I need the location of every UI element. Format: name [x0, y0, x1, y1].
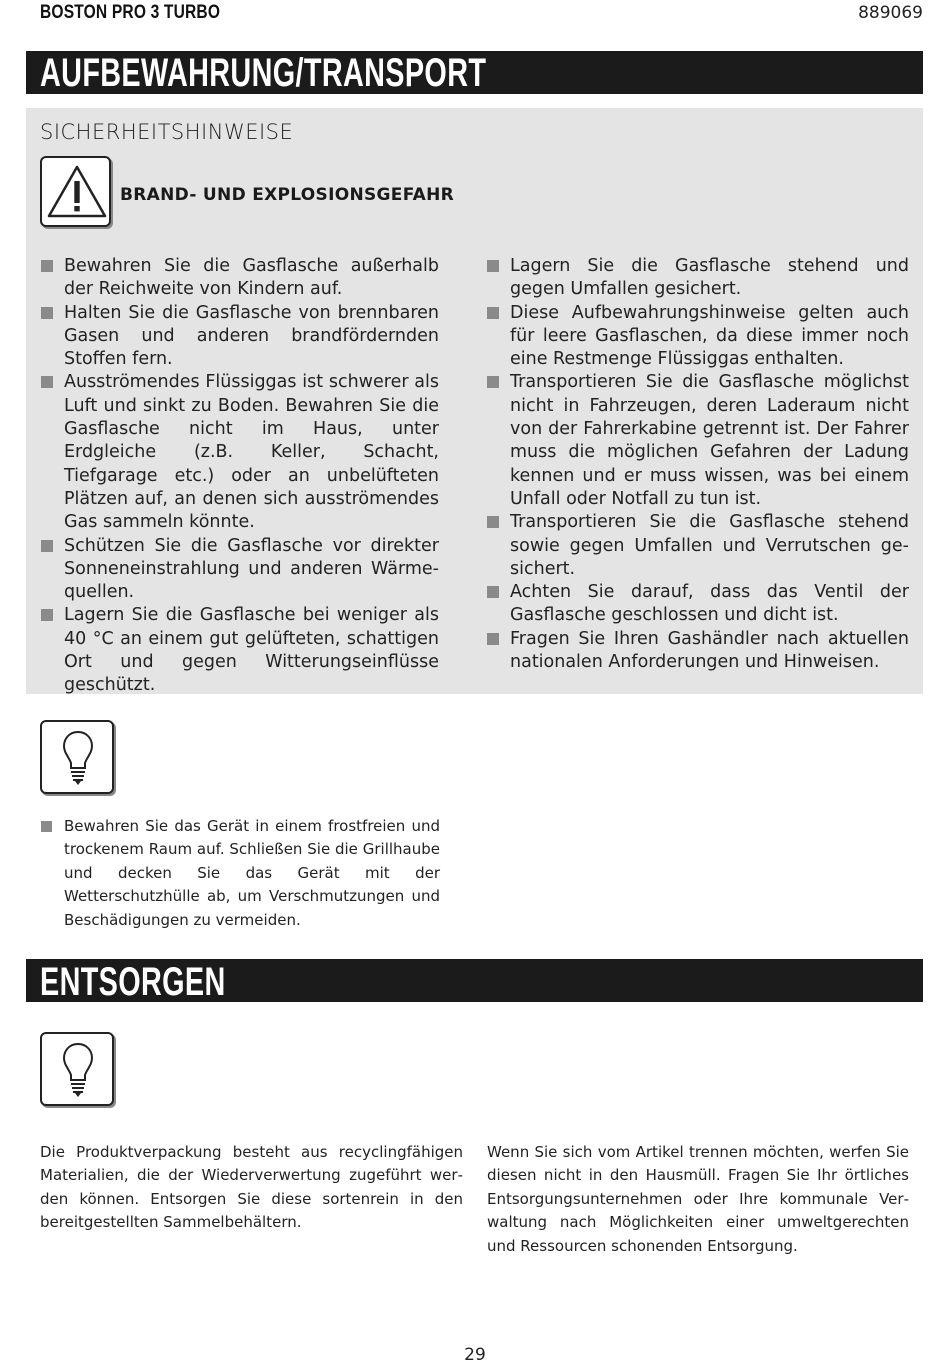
safety-list-right [486, 255, 909, 674]
warning-triangle-icon [40, 156, 111, 227]
list-item: Transportieren Sie die Gasflasche möglichst nicht in Fahrzeugen, deren Laderaum nicht von der Fahrerkabine getrennt ist. Der Fahrer muss die möglichen Gefahren der Ladung kennen und er muss wissen, was bei einem Unfall oder Notfall zu tun ist. [486, 371, 909, 511]
safety-title: SICHERHEITSHINWEISE [40, 120, 294, 144]
header-model: BOSTON PRO 3 TURBO [40, 2, 221, 23]
disposal-text-left: Die Produktverpackung besteht aus recyclingfähigen Materialien, die der Wiederverwertung zugeführt werden können. Entsorgen Sie diese sortenrein in den bereitgestellten Sammelbehältern. [40, 1143, 463, 1232]
storage-tip [40, 815, 440, 932]
list-item: Transportieren Sie die Gasflasche stehend sowie gegen Umfallen und Verrutschen gesichert. [486, 511, 909, 581]
list-item: Bewahren Sie das Gerät in einem frostfreien und trockenem Raum auf. Schließen Sie die Grillhaube und decken Sie das Gerät mit der Wetterschutzhülle ab, um Verschmutzungen und Beschädigungen zu vermeiden. [40, 815, 440, 932]
section-banner-disposal [26, 959, 923, 1002]
safety-list-left [40, 255, 439, 698]
safety-panel [26, 108, 923, 694]
list-item: Halten Sie die Gasflasche von brennbaren Gasen und anderen brandfördernden Stoffen fern. [40, 302, 439, 372]
list-item: Diese Aufbewahrungshinweise gelten auch für leere Gasflaschen, da diese immer noch eine Restmenge Flüssiggas enthalten. [486, 302, 909, 372]
header-article-number: 889069 [858, 3, 923, 23]
section-title-storage: AUFBEWAHRUNG/TRANSPORT [40, 51, 487, 95]
list-item: Achten Sie darauf, dass das Ventil der Gasflasche geschlossen und dicht ist. [486, 581, 909, 628]
section-title-disposal: ENTSORGEN [40, 960, 226, 1004]
page-number: 29 [464, 1345, 486, 1364]
list-item: Ausströmendes Flüssiggas ist schwerer als Luft und sinkt zu Boden. Bewahren Sie die Gasflasche nicht im Haus, unter Erdgleiche (z.B. Keller, Schacht, Tiefgarage etc.) oder an unbelüfteten Plätzen auf, an denen sich ausströmendes Gas sammeln könnte. [40, 371, 439, 534]
list-item: Schützen Sie die Gasflasche vor direkter Sonneneinstrahlung und anderen Wärmequellen. [40, 535, 439, 605]
list-item: Bewahren Sie die Gasflasche außerhalb der Reichweite von Kindern auf. [40, 255, 439, 302]
list-item: Lagern Sie die Gasflasche bei weniger als 40 °C an einem gut gelüfteten, schattigen Ort und gegen Witterungseinflüsse geschützt. [40, 604, 439, 697]
section-banner-storage [26, 51, 923, 94]
lightbulb-icon [40, 720, 114, 794]
warning-label: BRAND- UND EXPLOSIONSGEFAHR [120, 185, 455, 205]
lightbulb-icon [40, 1032, 114, 1106]
list-item: Lagern Sie die Gasflasche stehend und gegen Umfallen gesichert. [486, 255, 909, 302]
disposal-text-right: Wenn Sie sich vom Artikel trennen möchten, werfen Sie diesen nicht in den Hausmüll. Fragen Sie Ihr örtliches Entsorgungsunternehmen oder Ihre kommunale Verwaltung nach Möglichkeiten einer umweltgerechten und Ressourcen schonenden Entsorgung. [487, 1143, 909, 1255]
list-item: Fragen Sie Ihren Gashändler nach aktuellen nationalen Anforderungen und Hinweisen. [486, 628, 909, 675]
